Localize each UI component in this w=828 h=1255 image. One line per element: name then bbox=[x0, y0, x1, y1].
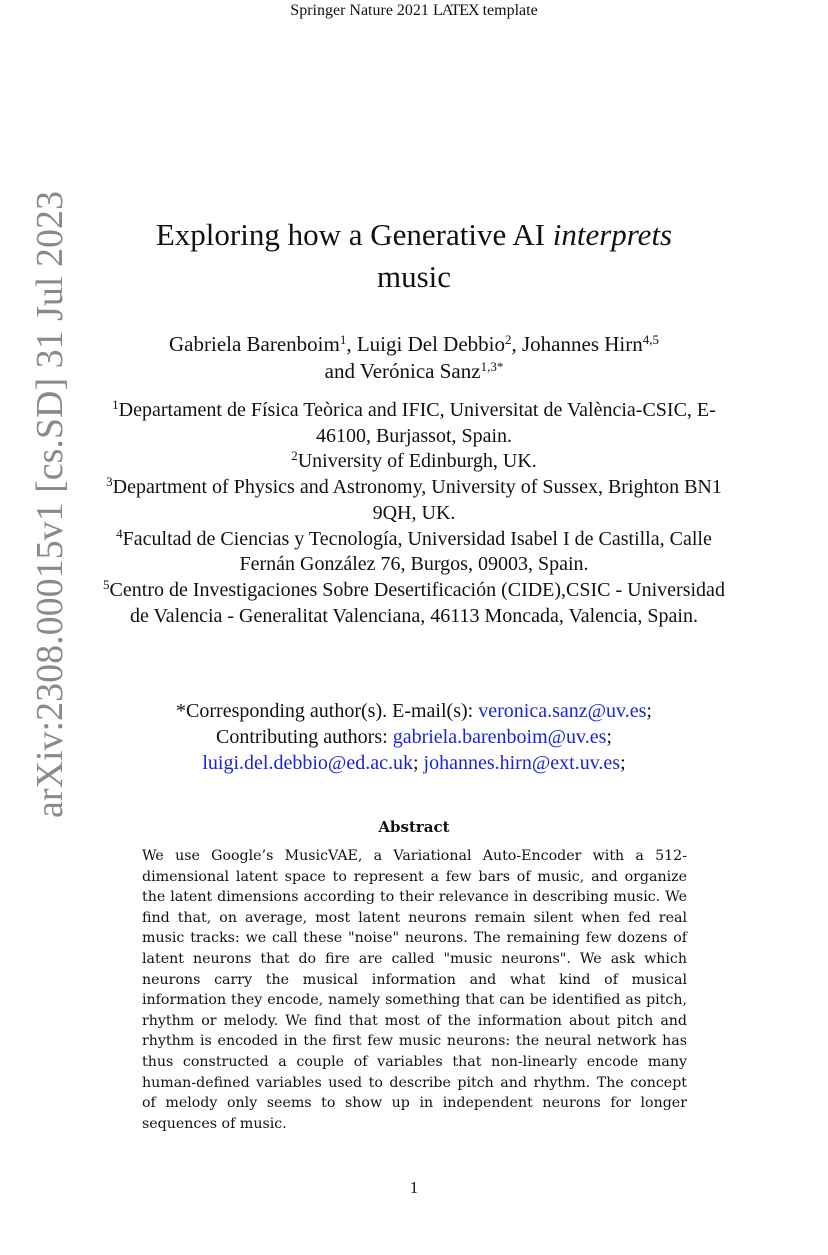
affiliation-text: Centro de Investigaciones Sobre Desertificación (CIDE),CSIC - Universidad de Valencia - Generalitat Valenciana, 46113 Moncada, Valencia, Spain. bbox=[109, 578, 725, 627]
affiliation bbox=[100, 398, 728, 449]
author-name: Luigi Del Debbio bbox=[356, 332, 505, 356]
author-sep: , bbox=[511, 332, 522, 356]
header-text-before: Springer Nature 2021 bbox=[290, 2, 433, 19]
author-sup: 1 bbox=[339, 332, 347, 347]
title-part1: Exploring how a Generative AI bbox=[155, 217, 553, 252]
title-italic: interprets bbox=[552, 217, 673, 252]
corresponding-label: *Corresponding author(s). E-mail(s): bbox=[176, 700, 479, 722]
corresponding-email-link[interactable]: veronica.sanz@uv.es bbox=[478, 700, 647, 722]
page-number: 1 bbox=[409, 1178, 419, 1197]
author-list bbox=[100, 331, 728, 385]
header-text-after: template bbox=[478, 2, 538, 19]
affiliation-text: Facultad de Ciencias y Tecnología, Universidad Isabel I de Castilla, Calle Fernán González 76, Burgos, 09003, Spain. bbox=[122, 527, 712, 576]
running-header bbox=[0, 2, 828, 20]
author-name: Gabriela Barenboim bbox=[169, 332, 340, 356]
author-sup: 4,5 bbox=[642, 332, 659, 347]
arxiv-side-stamp: arXiv:2308.00015v1 [cs.SD] 31 Jul 2023 bbox=[29, 191, 71, 818]
abstract-body: We use Google’s MusicVAE, a Variational Auto-Encoder with a 512-dimensional latent space to represent a few bars of music, and organize the latent dimensions according to their relevance in describing music. We find that, on average, most latent neurons remain silent when fed real music tracks: we call these "noise" neurons. The remaining few dozens of latent neurons that do fire are called "music neurons". We ask which neurons carry the musical information and what kind of musical information they encode, namely something that can be identified as pitch, rhythm or melody. We find that most of the information about pitch and rhythm is encoded in the first few music neurons: the neural network has thus constructed a couple of variables that non-linearly encode many human-defined variables used to describe pitch and rhythm. The concept of melody only seems to show up in independent neurons for longer sequences of music. bbox=[142, 848, 687, 1132]
affiliation-text: University of Edinburgh, UK. bbox=[297, 450, 537, 473]
latex-logo: LATEX bbox=[432, 2, 479, 19]
affiliation bbox=[100, 578, 728, 629]
contributing-email-link[interactable]: gabriela.barenboim@uv.es bbox=[392, 726, 607, 748]
abstract-heading: Abstract bbox=[378, 818, 450, 836]
correspondence-block: *Corresponding author(s). E-mail(s): veronica.sanz@uv.es; Contributing authors: gabriela.barenboim@uv.es; luigi.del.debbio@ed.ac.uk; johannes.hirn@ext.uv.es; bbox=[176, 700, 652, 774]
author-name: Johannes Hirn bbox=[522, 332, 643, 356]
contributing-label: Contributing authors: bbox=[216, 726, 393, 748]
affiliation-text: Department of Physics and Astronomy, University of Sussex, Brighton BN1 9QH, UK. bbox=[112, 476, 722, 524]
author-sup: 2 bbox=[505, 332, 512, 347]
title-part2: music bbox=[376, 259, 452, 294]
affiliation-sup: 2 bbox=[291, 448, 298, 464]
affiliation-sup: 4 bbox=[116, 525, 123, 541]
author-sup: 1,3* bbox=[480, 359, 504, 374]
affiliation-sup: 3 bbox=[106, 474, 113, 490]
affiliation bbox=[100, 475, 728, 526]
paper-title bbox=[100, 214, 728, 298]
author-name: and Verónica Sanz bbox=[324, 359, 481, 383]
affiliation-sup: 1 bbox=[112, 397, 119, 412]
affiliation bbox=[100, 527, 728, 578]
affiliation-sup: 5 bbox=[103, 576, 110, 592]
author-sep: , bbox=[346, 332, 357, 356]
affiliation-list bbox=[100, 398, 728, 629]
affiliation bbox=[100, 449, 728, 475]
contributing-email-link[interactable]: luigi.del.debbio@ed.ac.uk bbox=[202, 752, 413, 774]
contributing-email-link[interactable]: johannes.hirn@ext.uv.es bbox=[423, 752, 621, 774]
affiliation-text: Departament de Física Teòrica and IFIC, Universitat de València-CSIC, E-46100, Burjassot, Spain. bbox=[118, 399, 716, 447]
